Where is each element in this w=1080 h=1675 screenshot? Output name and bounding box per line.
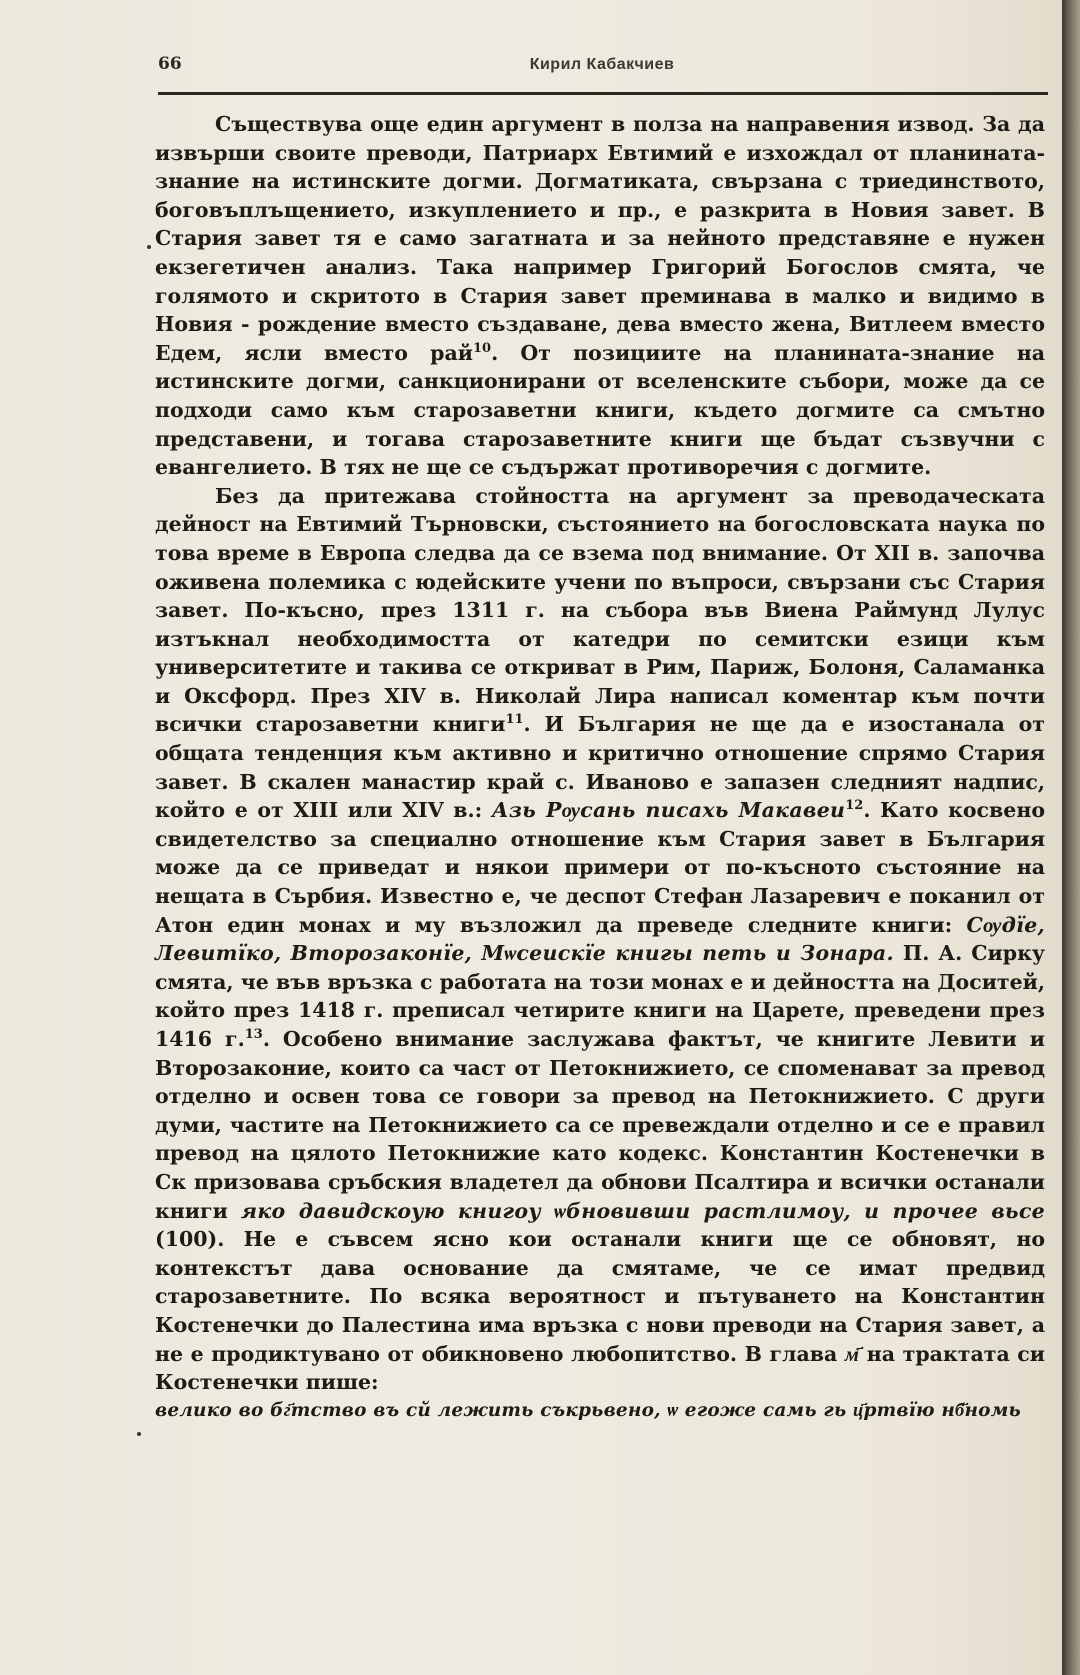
church-slavonic-numeral: м҃ [844, 1341, 860, 1366]
footnote-ref: 10 [472, 340, 492, 356]
margin-dot [137, 1432, 141, 1436]
page-header [158, 50, 1046, 80]
footnote-ref: 11 [505, 712, 524, 728]
margin-dot [147, 245, 151, 249]
page-binding-edge [1062, 0, 1080, 1675]
footnote-ref: 12 [845, 798, 864, 814]
page-number: 66 [158, 54, 182, 74]
paragraph-2: Без да притежава стойността на аргумент за преводаческата дейност на Евтимий Търновски, състоянието на богословската наука по това време в Европа следва да се взема под внимание. От XII в. започва оживена полемика с юдейските учени по въпроси, свързани със Стария завет. По-късно, през 1311 г. на събора във Виена Раймунд Лулус изтъкнал необходимостта от катедри по семитски езици към университетите и такива се откриват в Рим, Париж, Болоня, Саламанка и Оксфорд. През XIV в. Николай Лира написал коментар към почти всички старозаветни книги$^{11}$. И България не ще да е изостанала от общата тенденция към активно и критично отношение спрямо Стария завет. В скален манастир край с. Иваново е запазен следният надпис, който е от XIII или XIV в.: Азь Рѹсань писахь Макавеи$^{12}$. Като косвено свидетелство за специално отношение към Стария завет в България може да се приведат и някои примери от по-късното състояние на нещата в Сърбия. Известно е, че деспот Стефан Лазаревич е поканил от Атон един монах и му възложил да преведе следните книги: Сѹдїе, Левитїко, Второзаконїе, Мѡсеискїе книгы петь и Зонара. П. А. Сирку смята, че във връзка с работата на този монах е и дейността на Доситей, който през 1418 г. преписал четирите книги на Царете, преведени през 1416 г.$^{13}$. Особено внимание заслужава фактът, че книгите Левити и Второзаконие, които са част от Петокнижието, се споменават за превод отделно и освен това се говори за превод на Петокнижието. С други думи, частите на Петокнижието са се превеждали отделно и се е правил превод на цялото Петокнижие като кодекс. Константин Костенечки в Ск призовава сръбския владетел да обнови Псалтира и всички останали книги яко давидскоую книгоу ѡбновивши растлимоу, и прочее вьсе (100). Не е съвсем ясно кои останали книги ще се обновят, но контекстът дава основание да смятаме, че се имат предвид старозаветните. По всяка вероятност и пътуването на Константин Костенечки до Палестина има връзка с нови преводи на Стария завет, а не е продиктувано от обикновено любопитство. В глава м҃ на трактата си Костенечки пише: [155, 483, 1045, 1395]
church-slavonic-quote: яко давидскоую книгоу ѡбновивши растлимоу, и прочее вьсе [240, 1198, 1045, 1223]
body-text [155, 110, 1045, 1425]
church-slavonic-quote: Сѹдїе, Левитїко, Второзаконїе, Мѡсеискїе книгы петь и Зонара. [155, 912, 1045, 966]
church-slavonic-quote: Азь Рѹсань писахь Макавеи [491, 798, 846, 823]
header-rule [158, 92, 1048, 95]
paragraph-1: Съществува още един аргумент в полза на направения извод. За да извърши своите преводи, Патриарх Евтимий е изхождал от планината-знание на истинските догми. Догматиката, свързана с триединството, боговъплъщението, изкуплението и пр., е разкрита в Новия завет. В Стария завет тя е само загатната и за нейното представяне е нужен екзегетичен анализ. Така например Григорий Богослов смята, че голямото и скритото в Стария завет преминава в малко и видимо в Новия - рождение вместо създаване, дева вместо жена, Витлеем вместо Едем, ясли вместо рай$^{10}$. От позициите на планината-знание на истинските догми, санкционирани от вселенските събори, може да се подходи само към старозаветни книги, където догмите са смътно представени, и тогава старозаветните книги ще бъдат съзвучни с евангелието. В тях не ще се съдържат противоречия с догмите. [155, 112, 1046, 480]
running-title: Кирил Кабакчиев [529, 56, 675, 73]
church-slavonic-closing-line: велико во бг҃тство въ сй лежить съкрьвено, ѡ егоже самь гь ц҃ртвїю нб҃номь [155, 1399, 1021, 1421]
footnote-ref: 13 [244, 1027, 263, 1043]
